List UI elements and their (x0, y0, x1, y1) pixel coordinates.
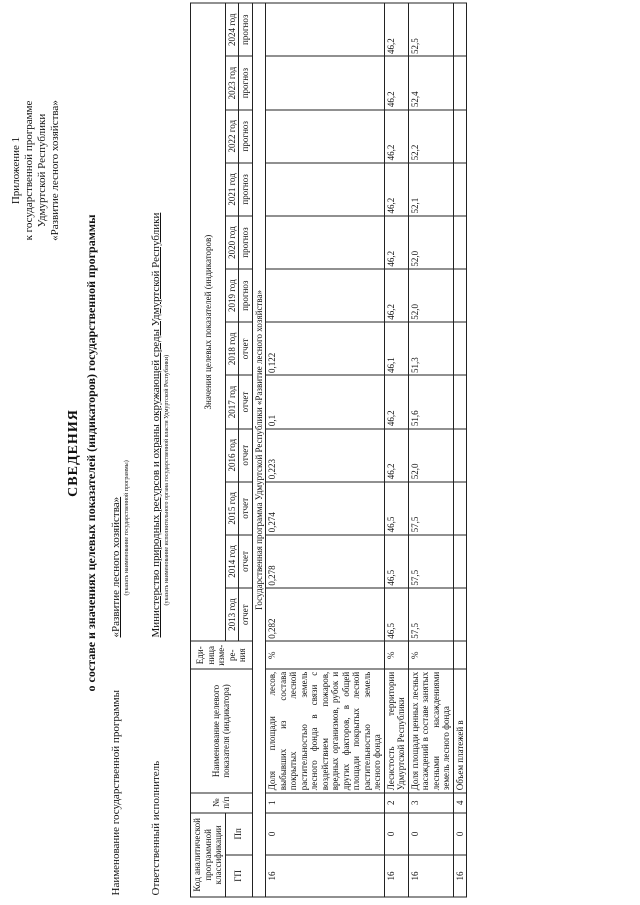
cell-value (453, 269, 467, 322)
header-year: 2014 год (225, 534, 239, 587)
header-values: Значения целевых показателей (индикаторов) (191, 3, 226, 641)
table-row (384, 3, 408, 897)
cell-value (453, 375, 467, 428)
cell-value: 46,2 (384, 3, 408, 57)
header-year: 2017 год (225, 375, 239, 428)
header-number: № п/п (191, 792, 253, 812)
cell-value: 52,2 (408, 109, 453, 162)
cell-pp: 0 (453, 812, 467, 854)
cell-value (453, 588, 467, 641)
header-year: 2020 год (225, 215, 239, 268)
cell-gp: 16 (266, 854, 385, 896)
cell-number: 1 (266, 792, 385, 812)
appendix-line: «Развитие лесного хозяйства» (49, 99, 61, 241)
appendix-line: Удмуртской Республики (36, 113, 48, 227)
cell-value (266, 215, 385, 268)
cell-value: 46,2 (384, 269, 408, 322)
cell-value: 51,3 (408, 322, 453, 375)
cell-value: 52,0 (408, 428, 453, 481)
cell-value: 57,5 (408, 481, 453, 534)
program-hint: (указать наименование государственной программы) (124, 459, 130, 595)
cell-value (453, 162, 467, 215)
cell-gp: 16 (384, 854, 408, 896)
cell-value: 51,6 (408, 375, 453, 428)
header-status: отчет (239, 375, 253, 428)
document-title (66, 0, 99, 905)
cell-value: 0,278 (266, 534, 385, 587)
header-status: прогноз (239, 109, 253, 162)
cell-value (453, 481, 467, 534)
header-year: 2021 год (225, 162, 239, 215)
cell-value (266, 269, 385, 322)
header-unit: Еди-ница изме-ре-ния (191, 641, 253, 669)
cell-value: 52,1 (408, 162, 453, 215)
title-sub: о составе и значениях целевых показателей (индикаторов) государственной программы (84, 214, 98, 691)
cell-value (266, 3, 385, 57)
cell-value: 46,2 (384, 215, 408, 268)
cell-value: 46,2 (384, 375, 408, 428)
cell-value: 46,5 (384, 481, 408, 534)
cell-gp: 16 (408, 854, 453, 896)
header-code: Код аналитической программной классификации (191, 812, 226, 896)
cell-value (453, 322, 467, 375)
cell-value: 46,2 (384, 162, 408, 215)
program-value: «Развитие лесного хозяйства» (110, 496, 122, 637)
cell-value: 52,0 (408, 269, 453, 322)
executor-label: Ответственный исполнитель (150, 760, 162, 895)
cell-indicator-name: Объем платежей в (453, 669, 467, 792)
cell-value (453, 56, 467, 109)
cell-value: 46,5 (384, 588, 408, 641)
header-year: 2022 год (225, 109, 239, 162)
header-status: прогноз (239, 269, 253, 322)
header-year: 2016 год (225, 428, 239, 481)
header-status: отчет (239, 534, 253, 587)
header-status: отчет (239, 481, 253, 534)
cell-value (453, 215, 467, 268)
header-year: 2013 год (225, 588, 239, 641)
header-indicator-name: Наименование целевого показателя (индикатора) (191, 669, 253, 792)
header-status: прогноз (239, 3, 253, 57)
program-label: Наименование государственной программы (110, 689, 122, 895)
cell-number: 2 (384, 792, 408, 812)
cell-pp: 0 (266, 812, 385, 854)
header-year: 2018 год (225, 322, 239, 375)
cell-number: 4 (453, 792, 467, 812)
cell-value: 0,122 (266, 322, 385, 375)
header-pp: Пп (225, 812, 252, 854)
table-row (453, 3, 467, 897)
section-header: Государственная программа Удмуртской Республики «Развитие лесного хозяйства» (252, 3, 266, 897)
cell-unit: % (384, 641, 408, 669)
executor-value: Министерство природных ресурсов и охраны окружающей среды Удмуртской Республики (150, 212, 162, 637)
cell-value: 0,282 (266, 588, 385, 641)
cell-value: 52,4 (408, 56, 453, 109)
cell-value: 0,274 (266, 481, 385, 534)
cell-value (453, 534, 467, 587)
cell-gp: 16 (453, 854, 467, 896)
appendix-line: к государственной программе (23, 100, 35, 240)
appendix-note (10, 40, 62, 300)
header-gp: ГП (225, 854, 252, 896)
appendix-line: Приложение 1 (10, 136, 22, 204)
cell-value: 46,1 (384, 322, 408, 375)
cell-value: 52,0 (408, 215, 453, 268)
cell-unit: % (408, 641, 453, 669)
cell-number: 3 (408, 792, 453, 812)
cell-value: 52,5 (408, 3, 453, 57)
cell-value (453, 109, 467, 162)
cell-value: 46,2 (384, 109, 408, 162)
cell-value: 46,2 (384, 428, 408, 481)
header-year: 2015 год (225, 481, 239, 534)
header-status: прогноз (239, 162, 253, 215)
cell-indicator-name: Доля площади лесов, выбывших из состава покрытых лесной растительностью земель лесного фонда в связи с воздействием пожаров, вредных организмов, рубок и других факторов, в общей площади покрытых лесной растительностью земель лесного фонда (266, 669, 385, 792)
header-status: отчет (239, 322, 253, 375)
header-status: прогноз (239, 56, 253, 109)
cell-unit: % (266, 641, 385, 669)
cell-unit (453, 641, 467, 669)
header-year: 2023 год (225, 56, 239, 109)
table-row (408, 3, 453, 897)
cell-value: 0,223 (266, 428, 385, 481)
executor-hint: (указать наименование исполнительного органа государственной власти Удмуртской Республики) (164, 354, 170, 605)
cell-indicator-name: Доля площади ценных лесных насаждений в составе занятых лесными насаждениями земель лесного фонда (408, 669, 453, 792)
cell-value (266, 162, 385, 215)
header-status: отчет (239, 428, 253, 481)
cell-value (266, 109, 385, 162)
cell-value: 0,1 (266, 375, 385, 428)
cell-value (266, 56, 385, 109)
title-main: СВЕДЕНИЯ (66, 408, 81, 497)
cell-indicator-name: Лесистость территории Удмуртской Республики (384, 669, 408, 792)
cell-value: 57,5 (408, 588, 453, 641)
header-status: отчет (239, 588, 253, 641)
cell-value: 46,5 (384, 534, 408, 587)
header-year: 2019 год (225, 269, 239, 322)
header-status: прогноз (239, 215, 253, 268)
cell-pp: 0 (384, 812, 408, 854)
cell-value: 57,5 (408, 534, 453, 587)
indicators-table (190, 2, 467, 897)
cell-value (453, 3, 467, 57)
header-year: 2024 год (225, 3, 239, 57)
cell-value: 46,2 (384, 56, 408, 109)
cell-value (453, 428, 467, 481)
cell-pp: 0 (408, 812, 453, 854)
table-row (266, 3, 385, 897)
